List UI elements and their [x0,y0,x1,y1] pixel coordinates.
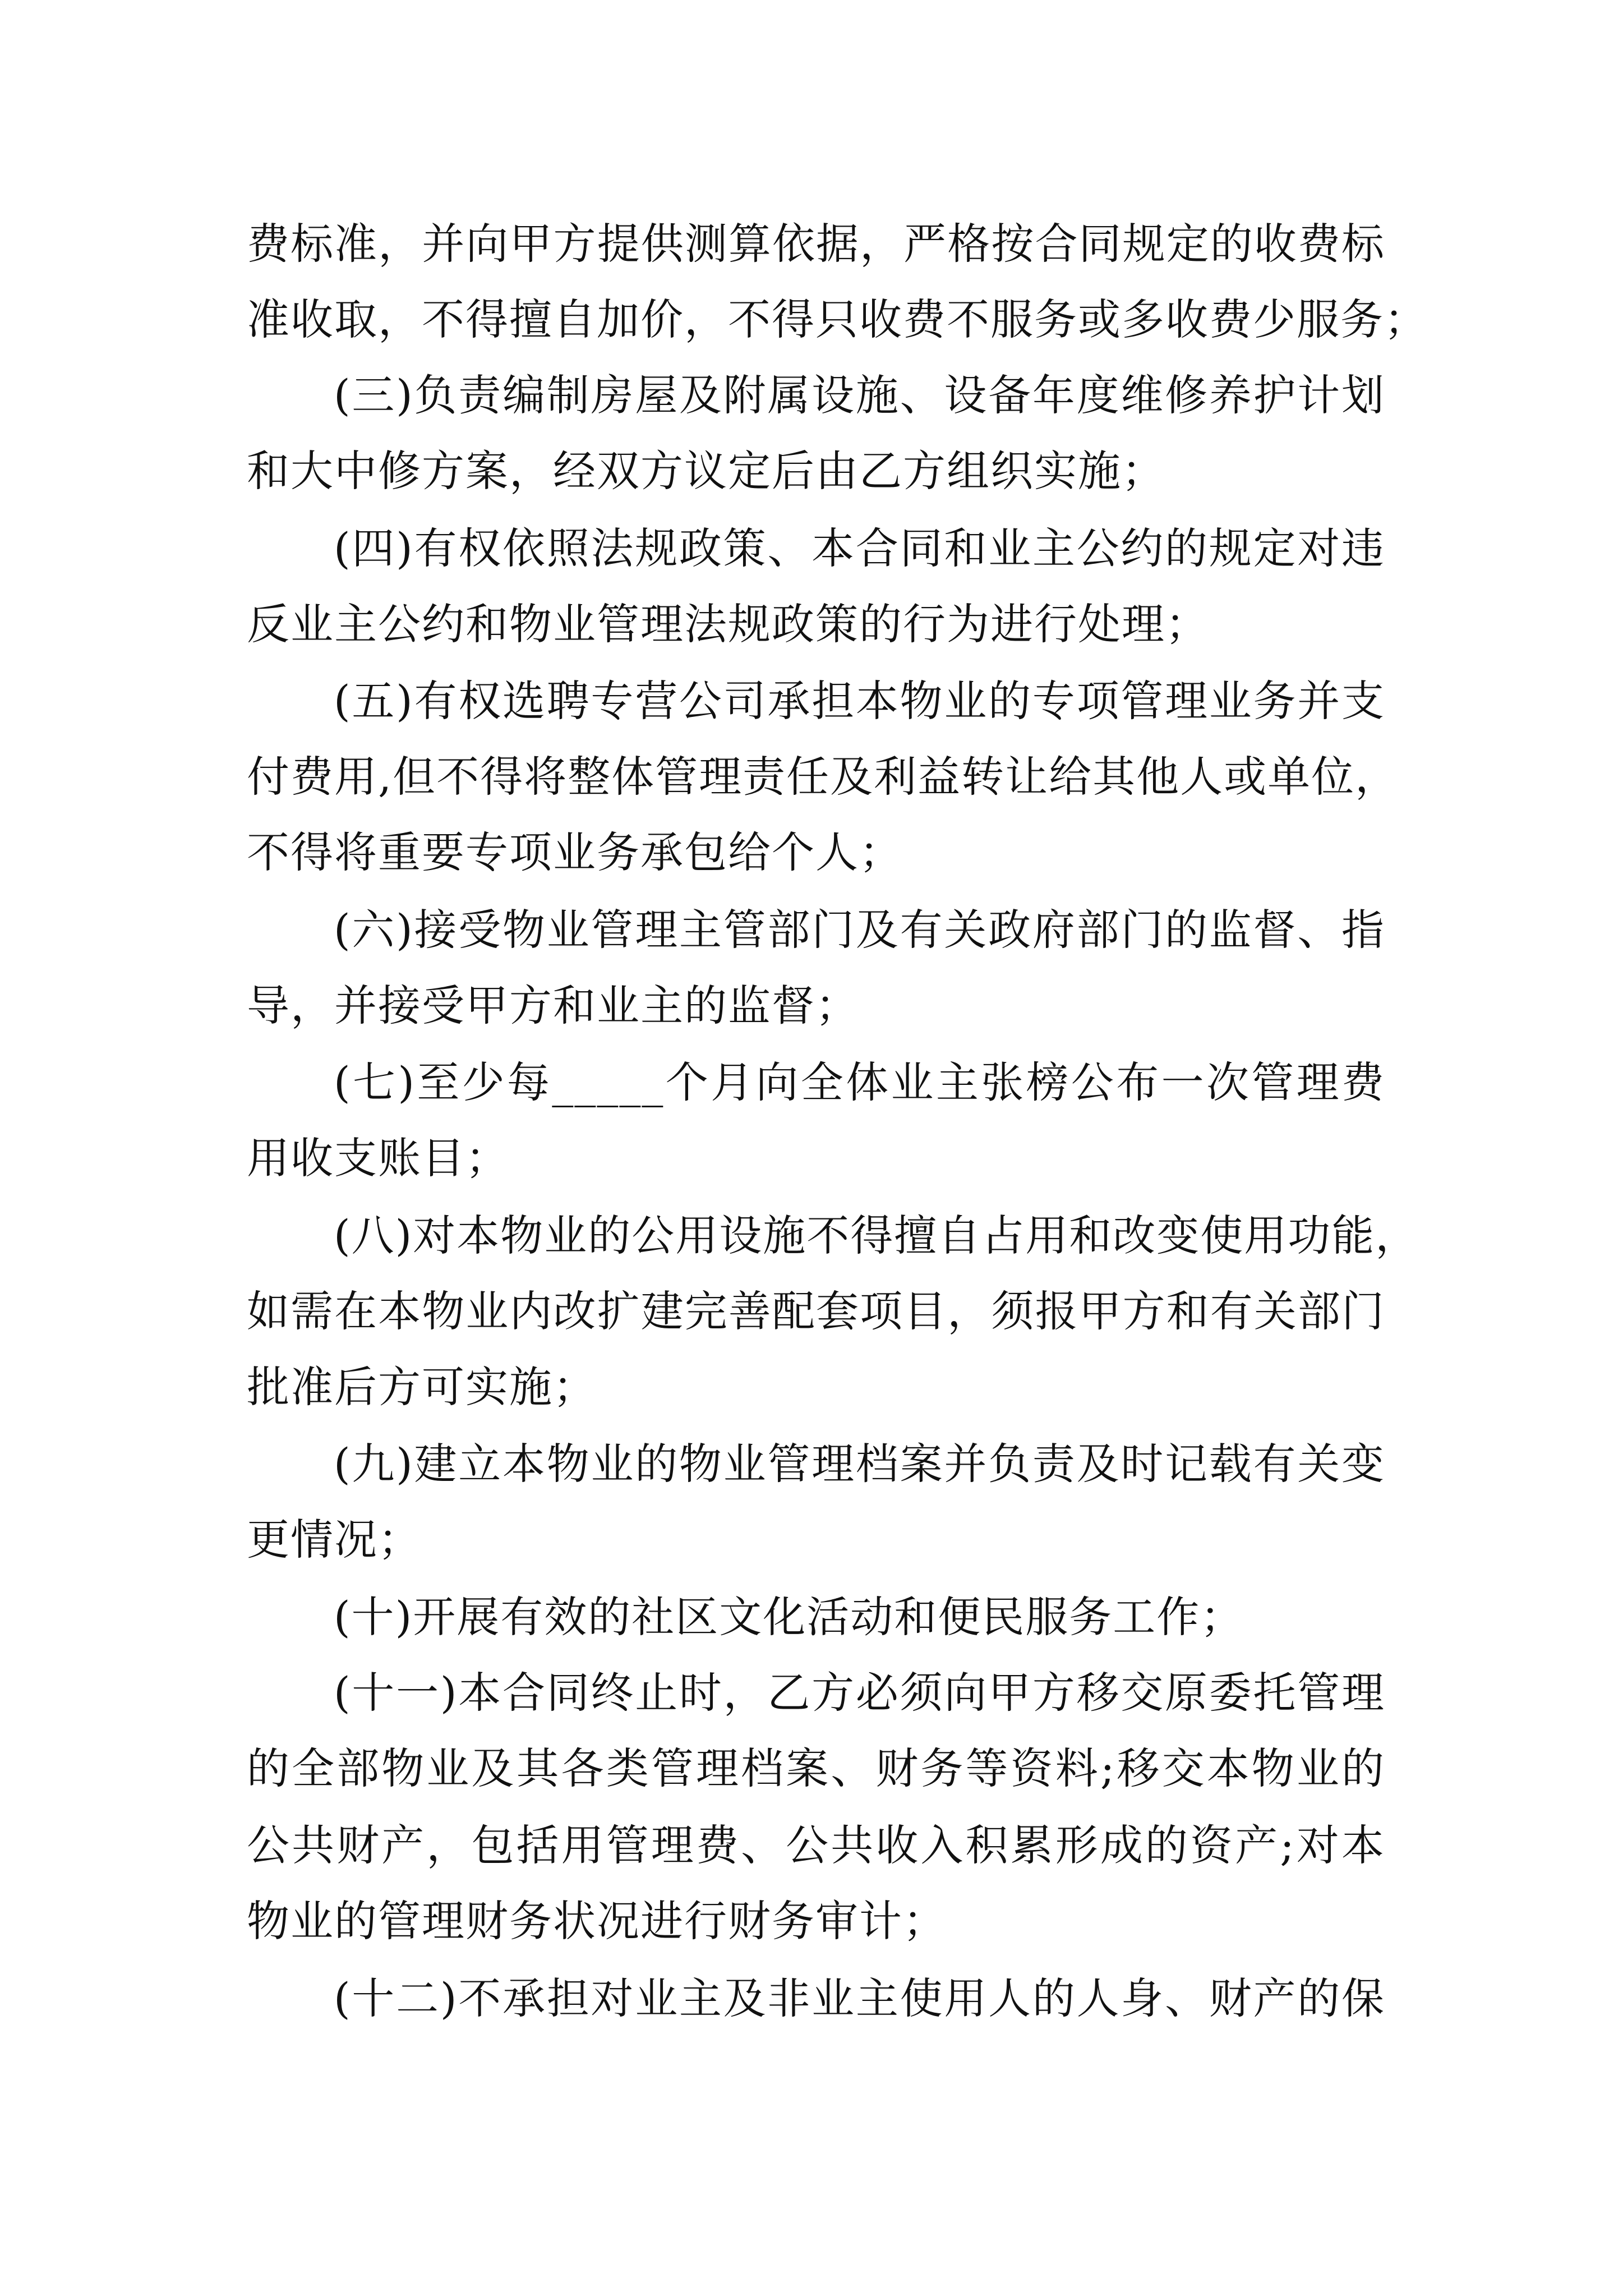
text-line: (十)开展有效的社区文化活动和便民服务工作； [334,1592,1244,1642]
text-line: 费标准，并向甲方提供测算依据，严格按合同规定的收费标 [247,219,1385,269]
text-line: 批准后方可实施； [247,1362,597,1412]
text-line: 的全部物业及其各类管理档案、财务等资料;移交本物业的 [247,1743,1385,1793]
text-line: 付费用,但不得将整体管理责任及利益转让给其他人或单位， [247,752,1399,802]
text-line: (三)负责编制房屋及附属设施、设备年度维修养护计划 [334,370,1385,420]
text-line: 导，并接受甲方和业主的监督； [247,981,859,1030]
text-line: 更情况； [247,1515,422,1565]
text-line: 和大中修方案，经双方议定后由乙方组织实施； [247,446,1165,496]
text-line: (七)至少每_____个月向全体业主张榜公布一次管理费 [334,1057,1385,1107]
text-line: 反业主公约和物业管理法规政策的行为进行处理； [247,599,1209,649]
text-line: (九)建立本物业的物业管理档案并负责及时记载有关变 [334,1439,1385,1489]
text-line: 准收取，不得擅自加价，不得只收费不服务或多收费少服务； [247,295,1428,344]
text-line: (十一)本合同终止时，乙方必须向甲方移交原委托管理 [334,1668,1385,1718]
text-line: 如需在本物业内改扩建完善配套项目，须报甲方和有关部门 [247,1286,1385,1336]
text-line: (十二)不承担对业主及非业主使用人的人身、财产的保 [334,1973,1385,2023]
text-line: (四)有权依照法规政策、本合同和业主公约的规定对违 [334,523,1385,573]
text-line: 用收支账目； [247,1133,509,1183]
text-line: 不得将重要专项业务承包给个人； [247,827,903,877]
text-line: (五)有权选聘专营公司承担本物业的专项管理业务并支 [334,676,1385,726]
text-line: (八)对本物业的公用设施不得擅自占用和改变使用功能， [334,1211,1419,1260]
text-line: (六)接受物业管理主管部门及有关政府部门的监督、指 [334,905,1385,955]
text-line: 公共财产，包括用管理费、公共收入积累形成的资产;对本 [247,1820,1385,1870]
text-line: 物业的管理财务状况进行财务审计； [247,1896,947,1946]
